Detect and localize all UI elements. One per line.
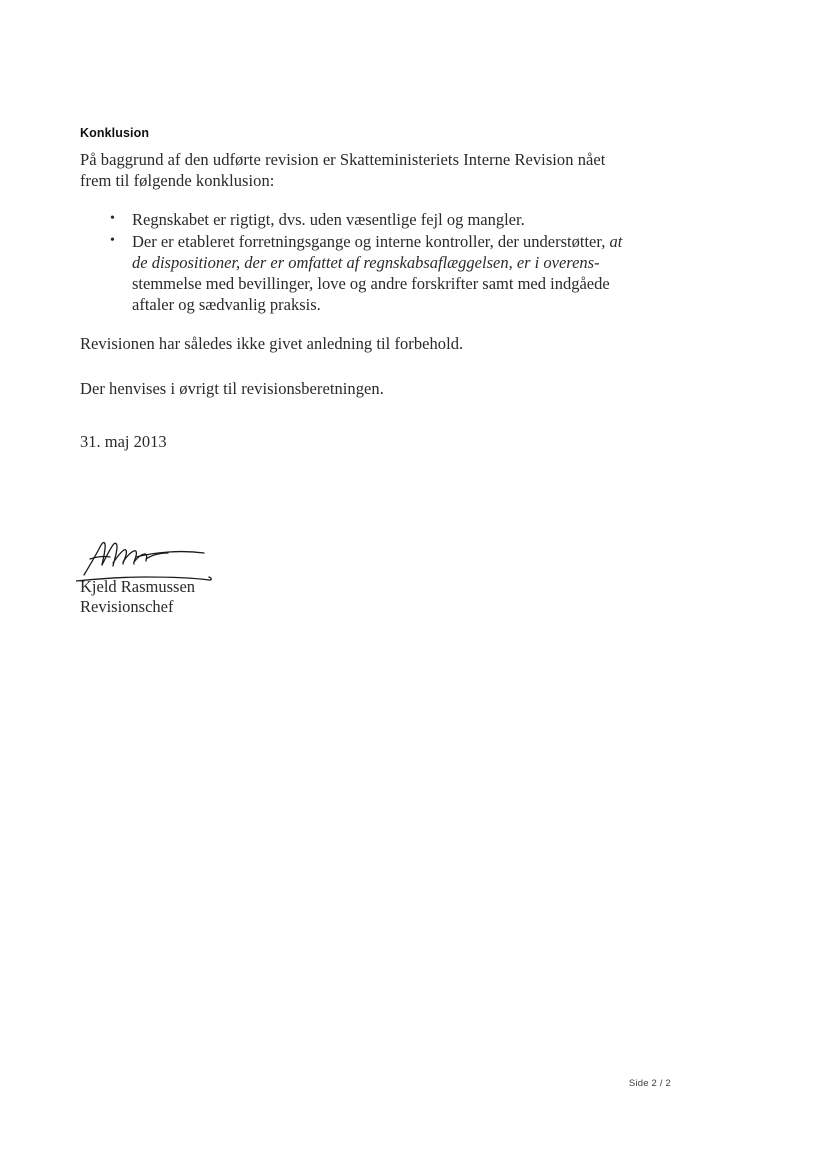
document-date: 31. maj 2013: [80, 432, 167, 451]
bullet-text-plain-before: Regnskabet er rigtigt, dvs. uden væsentlige fejl og mangler.: [132, 210, 525, 229]
paragraph-reference: Der henvises i øvrigt til revisionsberetningen.: [80, 379, 384, 398]
bullet-text-plain-after: stemmelse med bevillinger, love og andre forskrifter samt med indgåede aftaler og sædvanlig praksis.: [132, 274, 610, 314]
intro-paragraph: På baggrund af den udførte revision er Skatteministeriets Interne Revision nået frem til følgende konklusion:: [80, 150, 606, 190]
signatory-name: Kjeld Rasmussen: [80, 577, 196, 596]
list-item: [128, 209, 640, 230]
conclusion-bullet-list: [80, 209, 640, 315]
paragraph-no-reservations: Revisionen har således ikke givet anledning til forbehold.: [80, 334, 464, 353]
document-body: [80, 126, 640, 452]
list-item: [128, 231, 640, 315]
handwritten-signature-icon: [76, 535, 266, 583]
signatory-title: Revisionschef: [80, 597, 174, 616]
section-heading: Konklusion: [80, 126, 150, 140]
bullet-text-italic: at de dispositioner, der er omfattet af regnskabsaflæggelsen, er i overens-: [132, 232, 623, 272]
signature-block: [80, 535, 400, 617]
bullet-text-plain-before: Der er etableret forretningsgange og interne kontroller, der understøtter,: [132, 232, 610, 251]
page-number-footer: Side 2 / 2: [628, 1078, 671, 1089]
